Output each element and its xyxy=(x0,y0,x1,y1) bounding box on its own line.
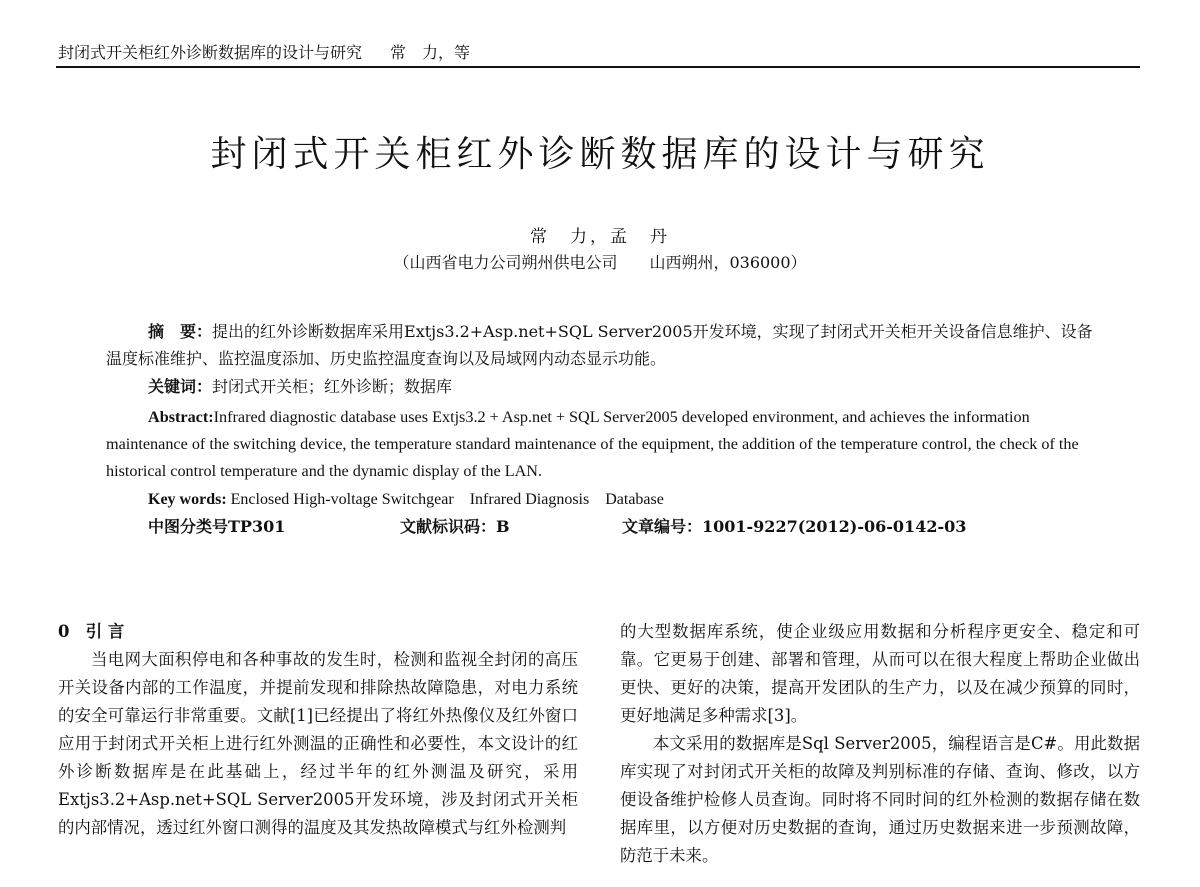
paragraph-database: 本文采用的数据库是Sql Server2005，编程语言是C#。用此数据库实现了对封闭式开关柜的故障及判别标准的存储、查询、修改，以方便设备维护检修人员查询。同时将不同时间的红外检测的数据存储在数据库里，以方便对历史数据的查询，通过历史数据来进一步预测故障，防范于未来。 xyxy=(620,734,1140,865)
body-column-right xyxy=(620,618,1140,870)
running-header-authors: 常 力，等 xyxy=(390,43,471,62)
abstract-en-text: Infrared diagnostic database uses Extjs3.2 + Asp.net + SQL Server2005 developed environment, and achieves the information maintenance of the switching device, the temperature standard maintenance of the equipment, the addition of the temperature control, the check of the historical control temperature and the dynamic display of the LAN. xyxy=(106,408,1079,480)
keywords-zh-text: 封闭式开关柜；红外诊断；数据库 xyxy=(212,377,453,396)
keywords-chinese xyxy=(148,374,452,397)
header-rule xyxy=(56,66,1140,68)
keywords-en-text: Enclosed High-voltage Switchgear Infrared Diagnosis Database xyxy=(226,491,664,508)
section-heading-introduction: 0 引 言 xyxy=(58,622,125,641)
running-header-title: 封闭式开关柜红外诊断数据库的设计与研究 xyxy=(58,43,363,62)
abstract-zh-text: 提出的红外诊断数据库采用Extjs3.2+Asp.net+SQL Server2005开发环境，实现了封闭式开关柜开关设备信息维护、设备温度标准维护、监控温度添加、历史监控温度查询以及局域网内动态显示功能。 xyxy=(106,322,1093,368)
paragraph-continued: 的大型数据库系统，使企业级应用数据和分析程序更安全、稳定和可靠。它更易于创建、部署和管理，从而可以在很大程度上帮助企业做出更快、更好的决策，提高开发团队的生产力，以及在减少预算的同时，更好地满足多种需求[3]。 xyxy=(620,622,1140,725)
article-title: 封闭式开关柜红外诊断数据库的设计与研究 xyxy=(210,134,990,175)
abstract-zh-label: 摘 要： xyxy=(148,322,213,341)
article-authors: 常 力，孟 丹 xyxy=(530,227,670,247)
running-header xyxy=(58,40,470,63)
abstract-en-label: Abstract: xyxy=(148,408,214,426)
article-affiliation: （山西省电力公司朔州供电公司 山西朔州，036000） xyxy=(393,253,807,272)
body-column-left xyxy=(58,618,578,842)
keywords-english xyxy=(148,486,664,509)
keywords-en-label: Key words: xyxy=(148,491,227,508)
article-number: 文章编号：1001-9227(2012)-06-0142-03 xyxy=(622,517,967,536)
keywords-zh-label: 关键词： xyxy=(148,377,213,396)
paragraph-introduction-1: 当电网大面积停电和各种事故的发生时，检测和监视全封闭的高压开关设备内部的工作温度，并提前发现和排除热故障隐患，对电力系统的安全可靠运行非常重要。文献[1]已经提出了将红外热像仪及红外窗口应用于封闭式开关柜上进行红外测温的正确性和必要性，本文设计的红外诊断数据库是在此基础上，经过半年的红外测温及研究，采用Extjs3.2+Asp.net+SQL Server2005开发环境，涉及封闭式开关柜的内部情况，透过红外窗口测得的温度及其发热故障模式与红外检测判 xyxy=(58,650,578,837)
document-code: 文献标识码：B xyxy=(400,517,510,536)
clc-number: 中图分类号TP301 xyxy=(148,517,286,536)
abstract-english xyxy=(106,404,1096,485)
abstract-chinese xyxy=(106,318,1096,372)
